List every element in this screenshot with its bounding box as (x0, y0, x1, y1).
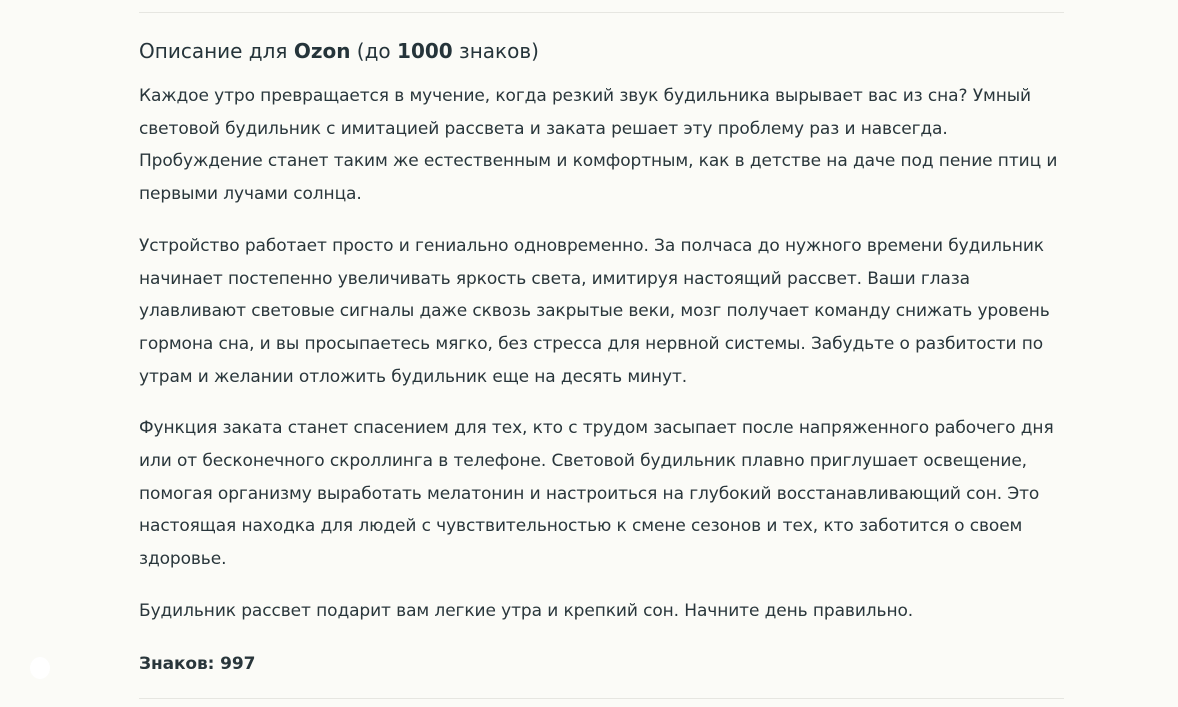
heading-suffix: знаков) (452, 39, 539, 63)
character-count: Знаков: 997 (139, 653, 256, 674)
scroll-indicator[interactable] (30, 657, 50, 679)
paragraph-2: Устройство работает просто и гениально одновременно. За полчаса до нужного времени будильник начинает постепенно увеличивать яркость света, имитируя настоящий рассвет. Ваши глаза улавливают световые сигналы даже сквозь закрытые веки, мозг получает команду снижать уровень гормона сна, и вы просыпаетесь мягко, без стресса для нервной системы. Забудьте о разбитости по утрам и желании отложить будильник еще на десять минут. (139, 235, 1050, 387)
ozon-description-section (139, 36, 1069, 699)
paragraph-3: Функция заката станет спасением для тех, кто с трудом засыпает после напряженного рабочего дня или от бесконечного скроллинга в телефоне. Световой будильник плавно приглушает освещение, помогая организму выработать мелатонин и настроиться на глубокий восстанавливающий сон. Это настоящая находка для людей с чувствительностью к смене сезонов и тех, кто заботится о своем здоровье. (139, 418, 1054, 570)
section-heading (139, 36, 1069, 66)
paragraph-1: Каждое утро превращается в мучение, когда резкий звук будильника вырывает вас из сна? Умный световой будильник с имитацией рассвета и заката решает эту проблему раз и навсегда. Пробуждение станет таким же естественным и комфортным, как в детстве на даче под пение птиц и первыми лучами солнца. (139, 86, 1058, 205)
bottom-divider (139, 698, 1064, 699)
heading-middle: (до (350, 39, 398, 63)
heading-brand: Ozon (293, 39, 351, 63)
heading-limit: 1000 (397, 39, 453, 63)
heading-prefix: Описание для (139, 39, 294, 63)
top-divider (139, 12, 1064, 13)
paragraph-4: Будильник рассвет подарит вам легкие утра и крепкий сон. Начните день правильно. (139, 600, 914, 621)
